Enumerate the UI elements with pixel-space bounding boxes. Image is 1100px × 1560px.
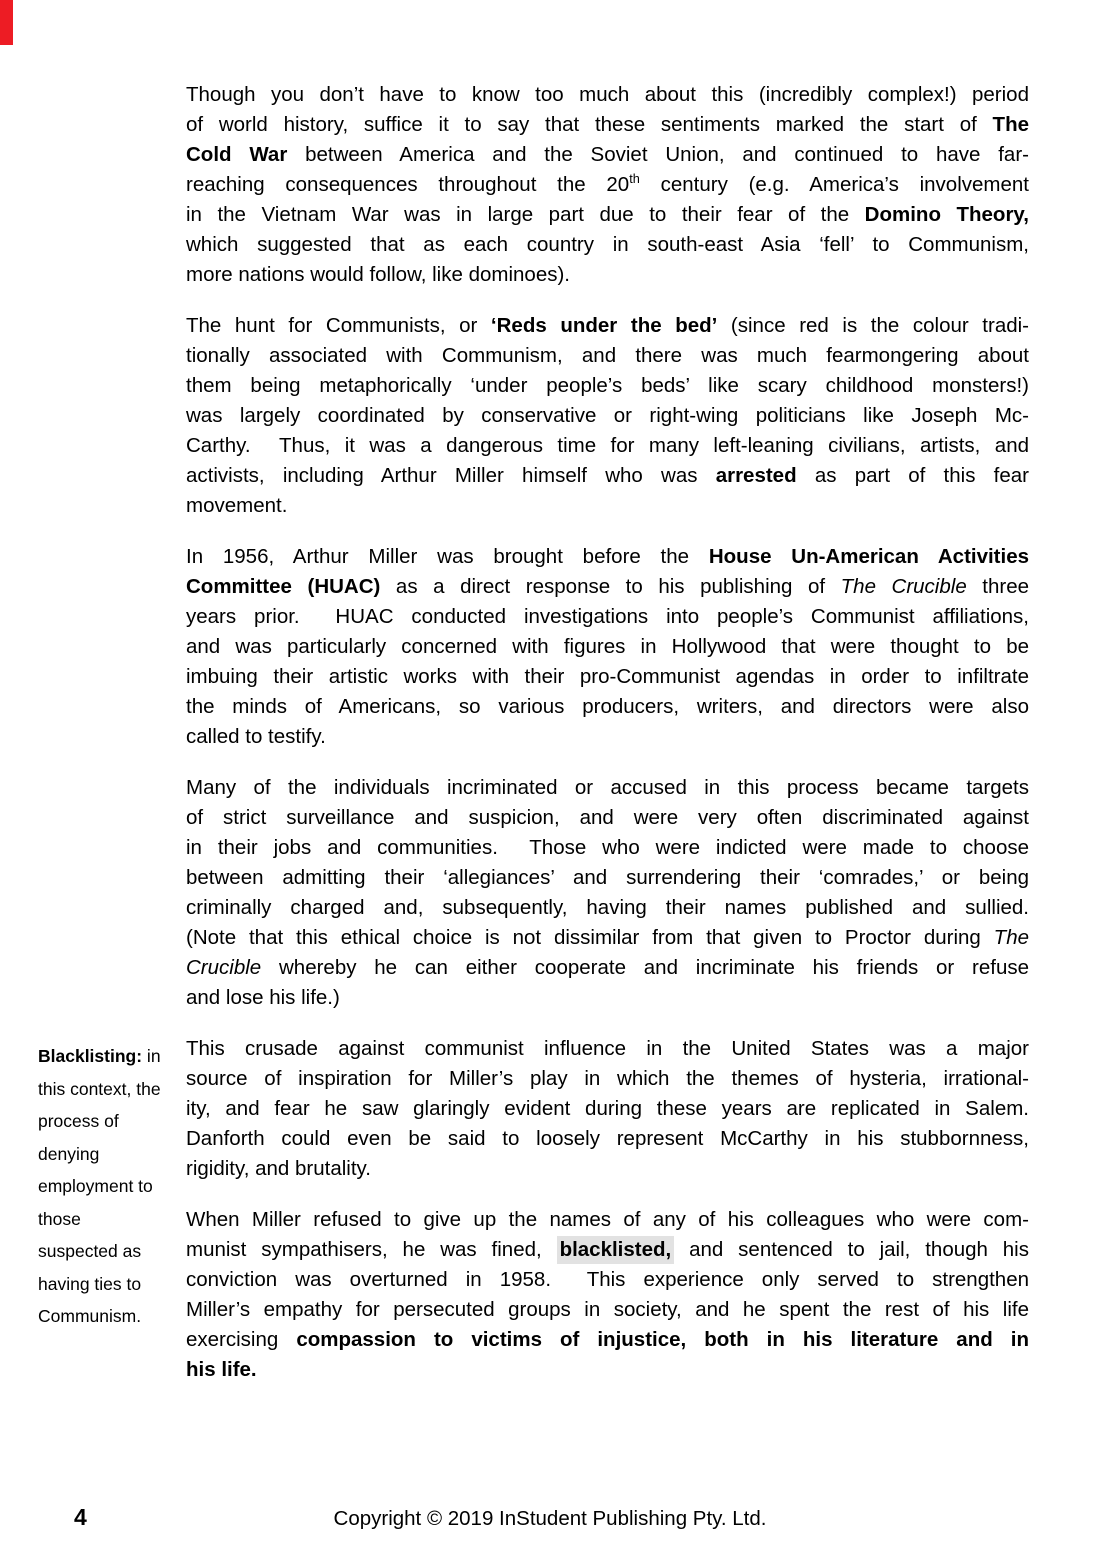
text-line: between admitting their ‘allegiances’ and surrendering their ‘comrades,’ or being	[186, 866, 1029, 889]
text-line: Danforth could even be said to loosely represent McCarthy in his stubbornness,	[186, 1127, 1029, 1150]
text-line: In 1956, Arthur Miller was brought before the House Un-American Activities	[186, 545, 1030, 568]
text-line: activists, including Arthur Miller himself who was arrested as part of this fear	[186, 464, 1029, 487]
text-line: movement.	[186, 494, 288, 517]
text-line: his life.	[186, 1358, 257, 1381]
copyright-notice: Copyright © 2019 InStudent Publishing Pty. Ltd.	[333, 1507, 767, 1530]
margin-note-line: denying	[38, 1143, 100, 1164]
margin-note-line: process of	[38, 1111, 119, 1131]
text-line: (Note that this ethical choice is not dissimilar from that given to Proctor during The	[186, 926, 1029, 949]
text-line: ity, and fear he saw glaringly evident during these years are replicated in Salem.	[186, 1097, 1029, 1120]
text-line: criminally charged and, subsequently, having their names published and sullied.	[186, 896, 1029, 919]
text-line: tionally associated with Communism, and there was much fearmongering about	[186, 344, 1029, 367]
text-line: exercising compassion to victims of injustice, both in his literature and in	[186, 1328, 1029, 1351]
text-line: and was particularly concerned with figures in Hollywood that were thought to be	[186, 635, 1029, 658]
paragraph-reds-under-the-bed	[186, 311, 1029, 521]
margin-note-line: this context, the	[38, 1078, 161, 1099]
text-line: of strict surveillance and suspicion, and were very often discriminated against	[186, 806, 1029, 829]
text-line: rigidity, and brutality.	[186, 1157, 371, 1180]
text-line: Though you don’t have to know too much about this (incredibly complex!) period	[186, 83, 1029, 106]
margin-note	[38, 1040, 190, 1333]
text-line: in the Vietnam War was in large part due to their fear of the Domino Theory,	[186, 203, 1029, 226]
body-text	[186, 80, 1029, 1406]
margin-note-line: having ties to	[38, 1273, 142, 1294]
text-line: The hunt for Communists, or ‘Reds under the bed’ (since red is the colour tradi-	[186, 314, 1030, 337]
text-line: Miller’s empathy for persecuted groups in society, and he spent the rest of his life	[186, 1298, 1029, 1321]
text-line: the minds of Americans, so various producers, writers, and directors were also	[186, 695, 1029, 718]
text-line: munist sympathisers, he was fined, blacklisted, and sentenced to jail, though his	[186, 1235, 1029, 1265]
page-number: 4	[74, 1504, 87, 1530]
text-line: more nations would follow, like dominoes).	[186, 263, 570, 286]
text-line: called to testify.	[186, 725, 326, 748]
highlight: blacklisted,	[557, 1236, 675, 1264]
text-line: in their jobs and communities. Those who were indicted were made to choose	[186, 836, 1029, 859]
paragraph-crusade	[186, 1034, 1029, 1184]
paragraph-incriminated	[186, 773, 1029, 1013]
text-line: Committee (HUAC) as a direct response to his publishing of The Crucible three	[186, 575, 1030, 598]
paragraph-huac	[186, 542, 1029, 752]
text-line: of world history, suffice it to say that these sentiments marked the start of The	[186, 113, 1029, 136]
text-line: imbuing their artistic works with their pro-Communist agendas in order to infiltrate	[186, 665, 1029, 688]
text-line: This crusade against communist influence in the United States was a major	[186, 1037, 1029, 1060]
text-line: reaching consequences throughout the 20th century (e.g. America’s involvement	[186, 171, 1029, 196]
text-line: When Miller refused to give up the names of any of his colleagues who were com-	[186, 1208, 1029, 1231]
red-corner-tab	[0, 0, 13, 45]
margin-note-line: employment to	[38, 1176, 153, 1196]
text-line: Carthy. Thus, it was a dangerous time for many left-leaning civilians, artists, and	[186, 434, 1029, 457]
text-line: Many of the individuals incriminated or accused in this process became targets	[186, 776, 1029, 799]
text-line: source of inspiration for Miller’s play in which the themes of hysteria, irrational-	[186, 1067, 1029, 1090]
paragraph-blacklisted	[186, 1205, 1029, 1385]
margin-note-line: suspected as	[38, 1241, 142, 1261]
text-line: them being metaphorically ‘under people’s beds’ like scary childhood monsters!)	[186, 374, 1029, 397]
margin-note-line: Blacklisting: in	[38, 1046, 161, 1066]
text-line: conviction was overturned in 1958. This experience only served to strengthen	[186, 1268, 1029, 1291]
paragraph-cold-war	[186, 80, 1029, 290]
text-line: Cold War between America and the Soviet Union, and continued to have far-	[186, 143, 1029, 166]
text-line: and lose his life.)	[186, 986, 340, 1009]
margin-note-line: Communism.	[38, 1306, 142, 1326]
text-line: which suggested that as each country in south-east Asia ‘fell’ to Communism,	[186, 233, 1029, 256]
text-line: was largely coordinated by conservative or right-wing politicians like Joseph Mc-	[186, 404, 1029, 427]
text-line: years prior. HUAC conducted investigations into people’s Communist affiliations,	[186, 605, 1029, 628]
text-line: Crucible whereby he can either cooperate and incriminate his friends or refuse	[186, 956, 1029, 979]
margin-note-line: those	[38, 1208, 81, 1229]
